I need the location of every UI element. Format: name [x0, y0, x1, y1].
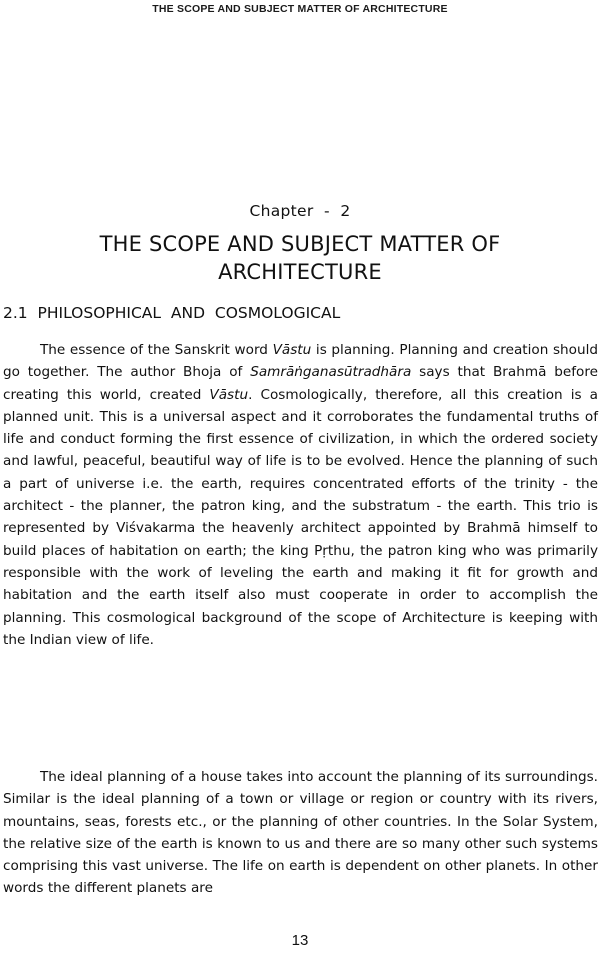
- paragraph-1-text-1: The essence of the Sanskrit word: [40, 342, 273, 358]
- paragraph-1-italic-vastu-2: Vāstu: [209, 386, 249, 403]
- running-head: THE SCOPE AND SUBJECT MATTER OF ARCHITECTURE: [152, 3, 448, 15]
- chapter-title: [0, 230, 600, 286]
- section-heading: 2.1 PHILOSOPHICAL AND COSMOLOGICAL: [3, 304, 341, 322]
- paragraph-1: [3, 339, 598, 651]
- chapter-title-line-1: THE SCOPE AND SUBJECT MATTER OF: [99, 232, 501, 256]
- paragraph-1-text-3: says that Brahmā before creating this world, created: [3, 364, 598, 403]
- paragraph-1-italic-title: Samrāṅganasūtradhāra: [250, 364, 412, 381]
- paragraph-1-text-4: . Cosmologically, therefore, all this creation is a planned unit. This is a universal aspect and it corroborates the fundamental truths of life and conduct forming the first essence of civilization, in which the ordered society and lawful, peaceful, beautiful way of life is to be evolved. Hence the planning of such a part of universe i.e. the earth, requires concentrated efforts of the trinity - the architect - the planner, the patron king, and the substratum - the earth. This trio is represented by Viśvakarma the heavenly architect appointed by Brahmā himself to build places of habitation on earth; the king Pṛthu, the patron king who was primarily responsible with the work of leveling the earth and making it fit for growth and habitation and the earth itself also must cooperate in order to accomplish the planning. This cosmological background of the scope of Architecture is keeping with the Indian view of life.: [3, 386, 598, 648]
- chapter-title-line-2: ARCHITECTURE: [218, 260, 382, 284]
- chapter-label: Chapter - 2: [249, 202, 351, 220]
- paragraph-1-text-2: is planning. Planning and creation should go together. The author Bhoja of: [3, 342, 599, 381]
- paragraph-1-italic-vastu-1: Vāstu: [272, 342, 312, 358]
- paragraph-2: The ideal planning of a house takes into account the planning of its surroundings. Similar is the ideal planning of a town or village or region or country with its rivers, mountains, seas, forests etc., or the planning of other countries. In the Solar System, the relative size of the earth is known to us and there are so many other such systems comprising this vast universe. The life on earth is dependent on other planets. In other words the different planets are: [3, 769, 598, 897]
- page-number: 13: [291, 932, 309, 949]
